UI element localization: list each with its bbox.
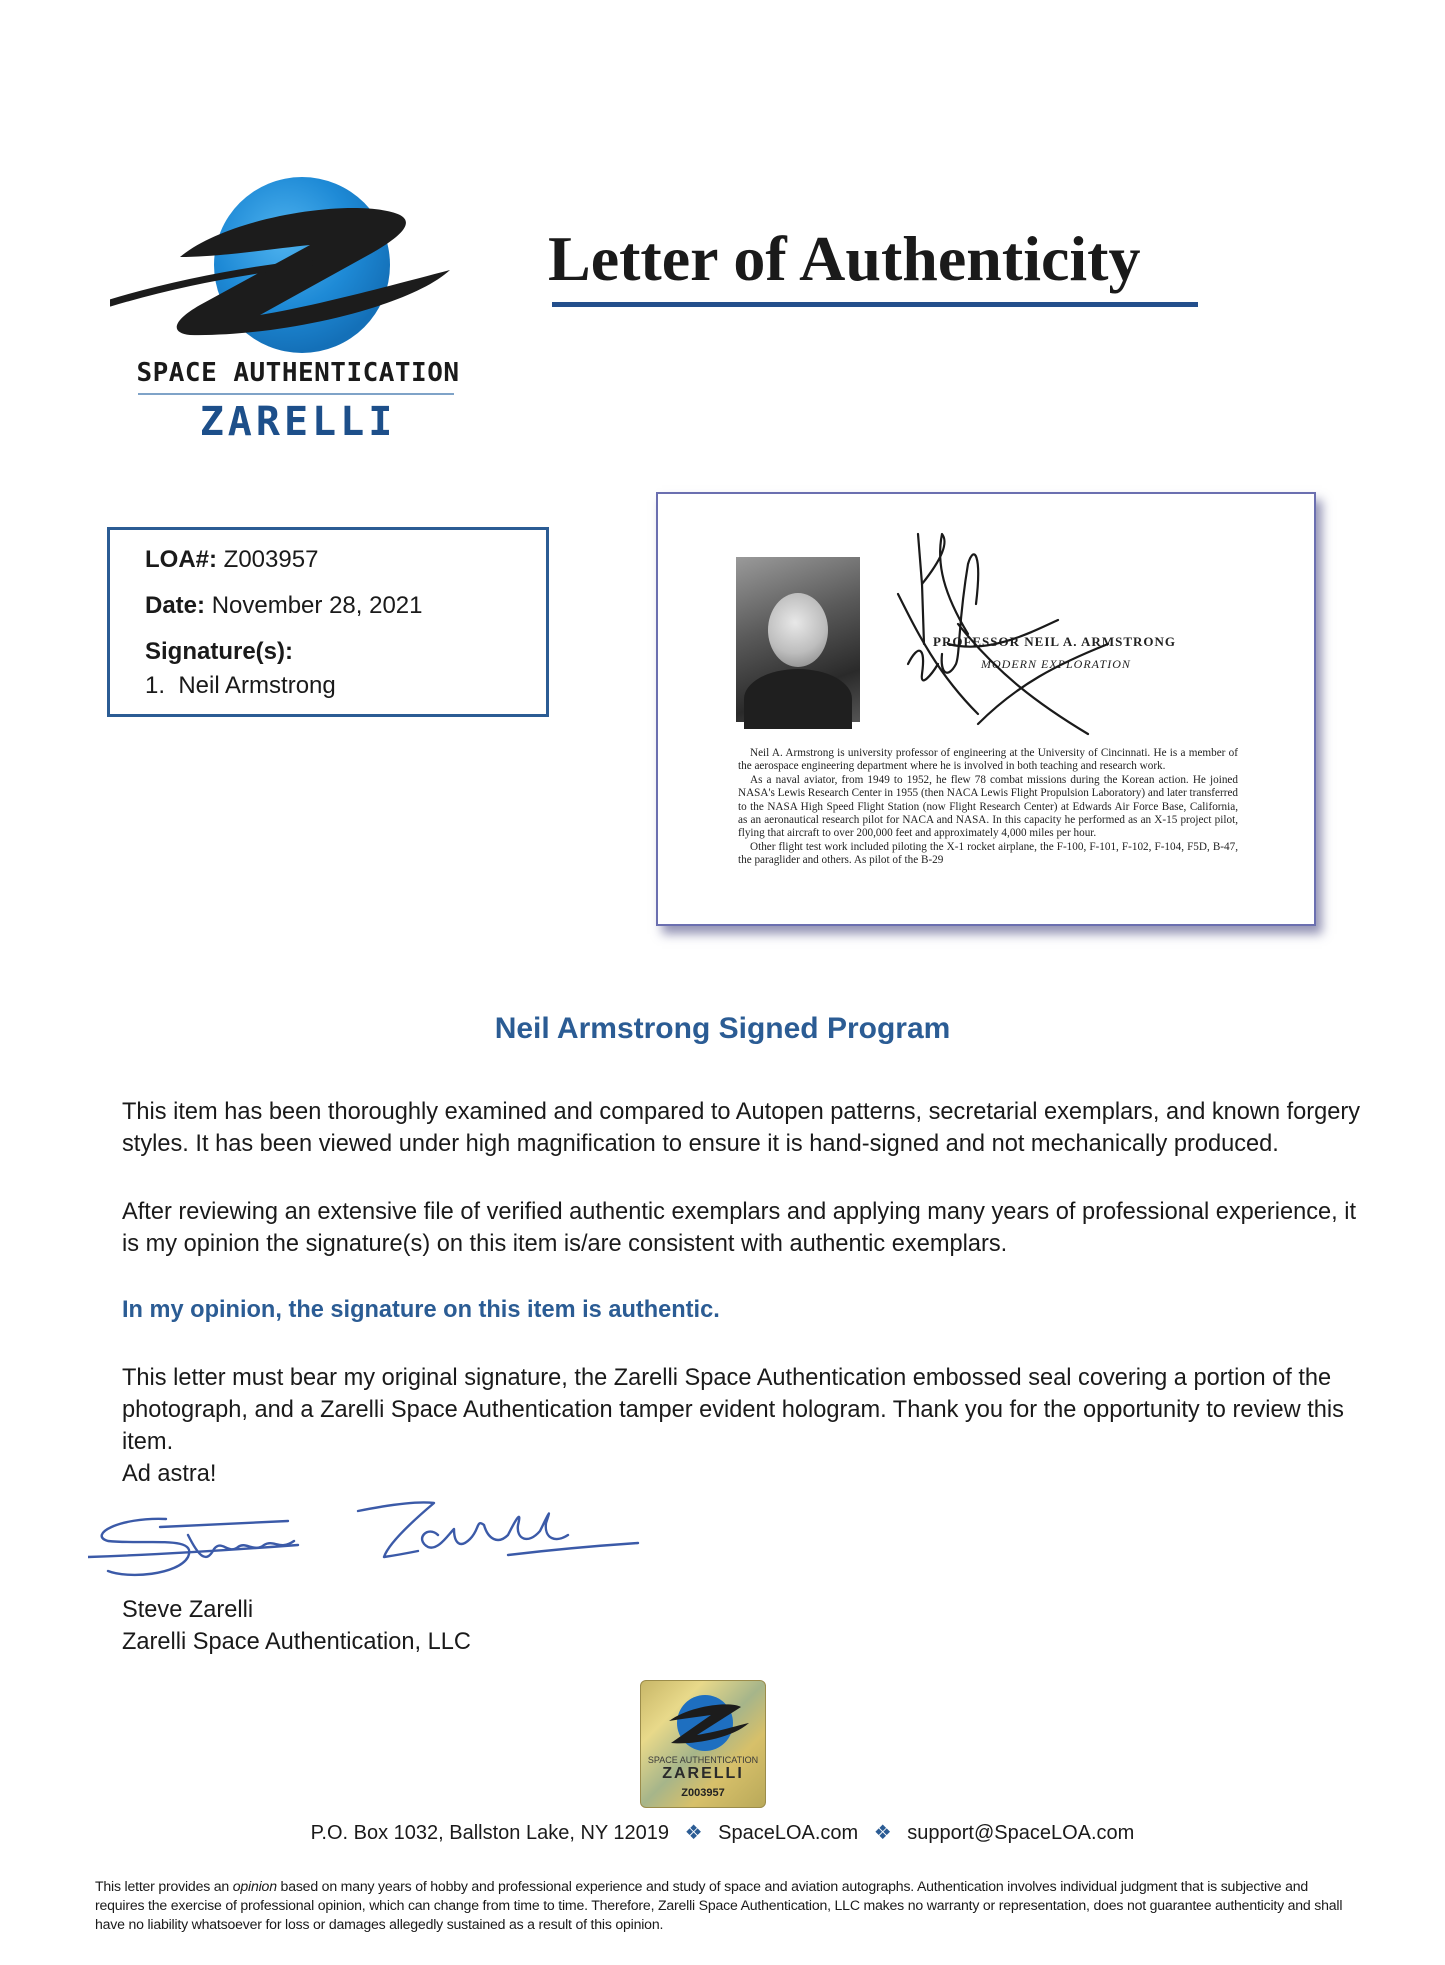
signer-name: Steve Zarelli [122, 1597, 254, 1623]
diamond-separator-icon: ❖ [873, 1822, 892, 1844]
logo-text-top: SPACE AUTHENTICATION [136, 358, 460, 388]
program-paragraph: Other flight test work included piloting the X-1 rocket airplane, the F-100, F-101, F-102, F-104, F5D, B-47, the paraglider and others. As pilot of the B-29 [738, 840, 1238, 867]
legal-disclaimer: This letter provides an opinion based on many years of hobby and professional experience and study of space and aviation autographs. Authentication involves individual judgment that is subjective and requires the exercise of professional opinion, which can change from time to time. Therefore, Zarelli Space Authentication, LLC makes no warranty or representation, does not guarantee authenticity and shall have no liability whatsoever for loss or damages allegedly sustained as a result of this opinion. [95, 1878, 1343, 1932]
hologram-text-brand: ZARELLI [662, 1765, 744, 1782]
examination-paragraph: This item has been thoroughly examined and compared to Autopen patterns, secretarial exemplars, and known forgery styles. It has been viewed under high magnification to ensure it is hand-signed and not mechanically produced. [122, 1099, 1361, 1157]
authenticity-opinion: In my opinion, the signature on this item is authentic. [122, 1297, 720, 1323]
requirements-paragraph: This letter must bear my original signature, the Zarelli Space Authentication embossed seal covering a portion of the photograph, and a Zarelli Space Authentication tamper evident hologram. Thank you for the opportunity to review this item. [122, 1365, 1344, 1455]
loa-number-label: LOA#: [145, 546, 217, 573]
zarelli-signature [88, 1495, 648, 1595]
program-name: PROFESSOR NEIL A. ARMSTRONG [933, 634, 1176, 649]
postal-address: P.O. Box 1032, Ballston Lake, NY 12019 [310, 1822, 670, 1844]
loa-signatures-row [145, 638, 293, 666]
signed-program-photo [656, 492, 1316, 926]
title-underline [552, 302, 1198, 307]
loa-date-label: Date: [145, 592, 206, 619]
globe-swoosh-icon [110, 175, 470, 365]
diamond-separator-icon: ❖ [684, 1822, 703, 1844]
closing-salutation: Ad astra! [122, 1461, 217, 1487]
space-authentication-logo [110, 175, 470, 450]
loa-number-row [145, 546, 318, 574]
loa-signatures-label: Signature(s): [145, 638, 294, 665]
item-title: Neil Armstrong Signed Program [494, 1012, 951, 1045]
program-topic: MODERN EXPLORATION [981, 657, 1131, 671]
program-paragraph: Neil A. Armstrong is university professor of engineering at the University of Cincinnati. He is a member of the aerospace engineering department where he is involved in both teaching and research work. [738, 747, 1238, 773]
hologram-logo-icon [641, 1681, 765, 1761]
loa-date: November 28, 2021 [211, 592, 423, 619]
page-title: Letter of Authenticity [548, 223, 1141, 294]
logo-divider [138, 393, 454, 395]
loa-date-row [145, 592, 422, 620]
loa-signature-item: 1. Neil Armstrong [145, 672, 336, 699]
review-paragraph: After reviewing an extensive file of verified authentic exemplars and applying many years of professional experience, it is my opinion the signature(s) on this item is/are consistent with authentic exemplars. [122, 1199, 1357, 1257]
logo-text-bottom: ZARELLI [199, 399, 397, 445]
tamper-evident-hologram [640, 1680, 766, 1808]
armstrong-autograph [878, 524, 1138, 754]
hologram-text-top: SPACE AUTHENTICATION [647, 1755, 759, 1765]
armstrong-portrait [736, 557, 860, 722]
contact-line [0, 1820, 1445, 1845]
loa-number: Z003957 [223, 546, 319, 573]
loa-details-box [107, 527, 549, 717]
website-link[interactable]: SpaceLOA.com [718, 1822, 859, 1844]
program-paragraph: As a naval aviator, from 1949 to 1952, he flew 78 combat missions during the Korean action. He joined NASA's Lewis Research Center in 1955 (then NACA Lewis Flight Propulsion Laboratory) and later transferred to the NASA High Speed Flight Station (now Flight Research Center) at Edwards Air Force Base, California, as an aeronautical research pilot for NACA and NASA. In this capacity he performed as an X-15 project pilot, flying that aircraft to over 200,000 feet and approximately 4,000 miles per hour. [738, 773, 1238, 840]
program-biography [738, 747, 1238, 868]
email-link[interactable]: support@SpaceLOA.com [907, 1822, 1135, 1844]
signer-company: Zarelli Space Authentication, LLC [122, 1629, 471, 1655]
hologram-code: Z003957 [681, 1787, 725, 1799]
